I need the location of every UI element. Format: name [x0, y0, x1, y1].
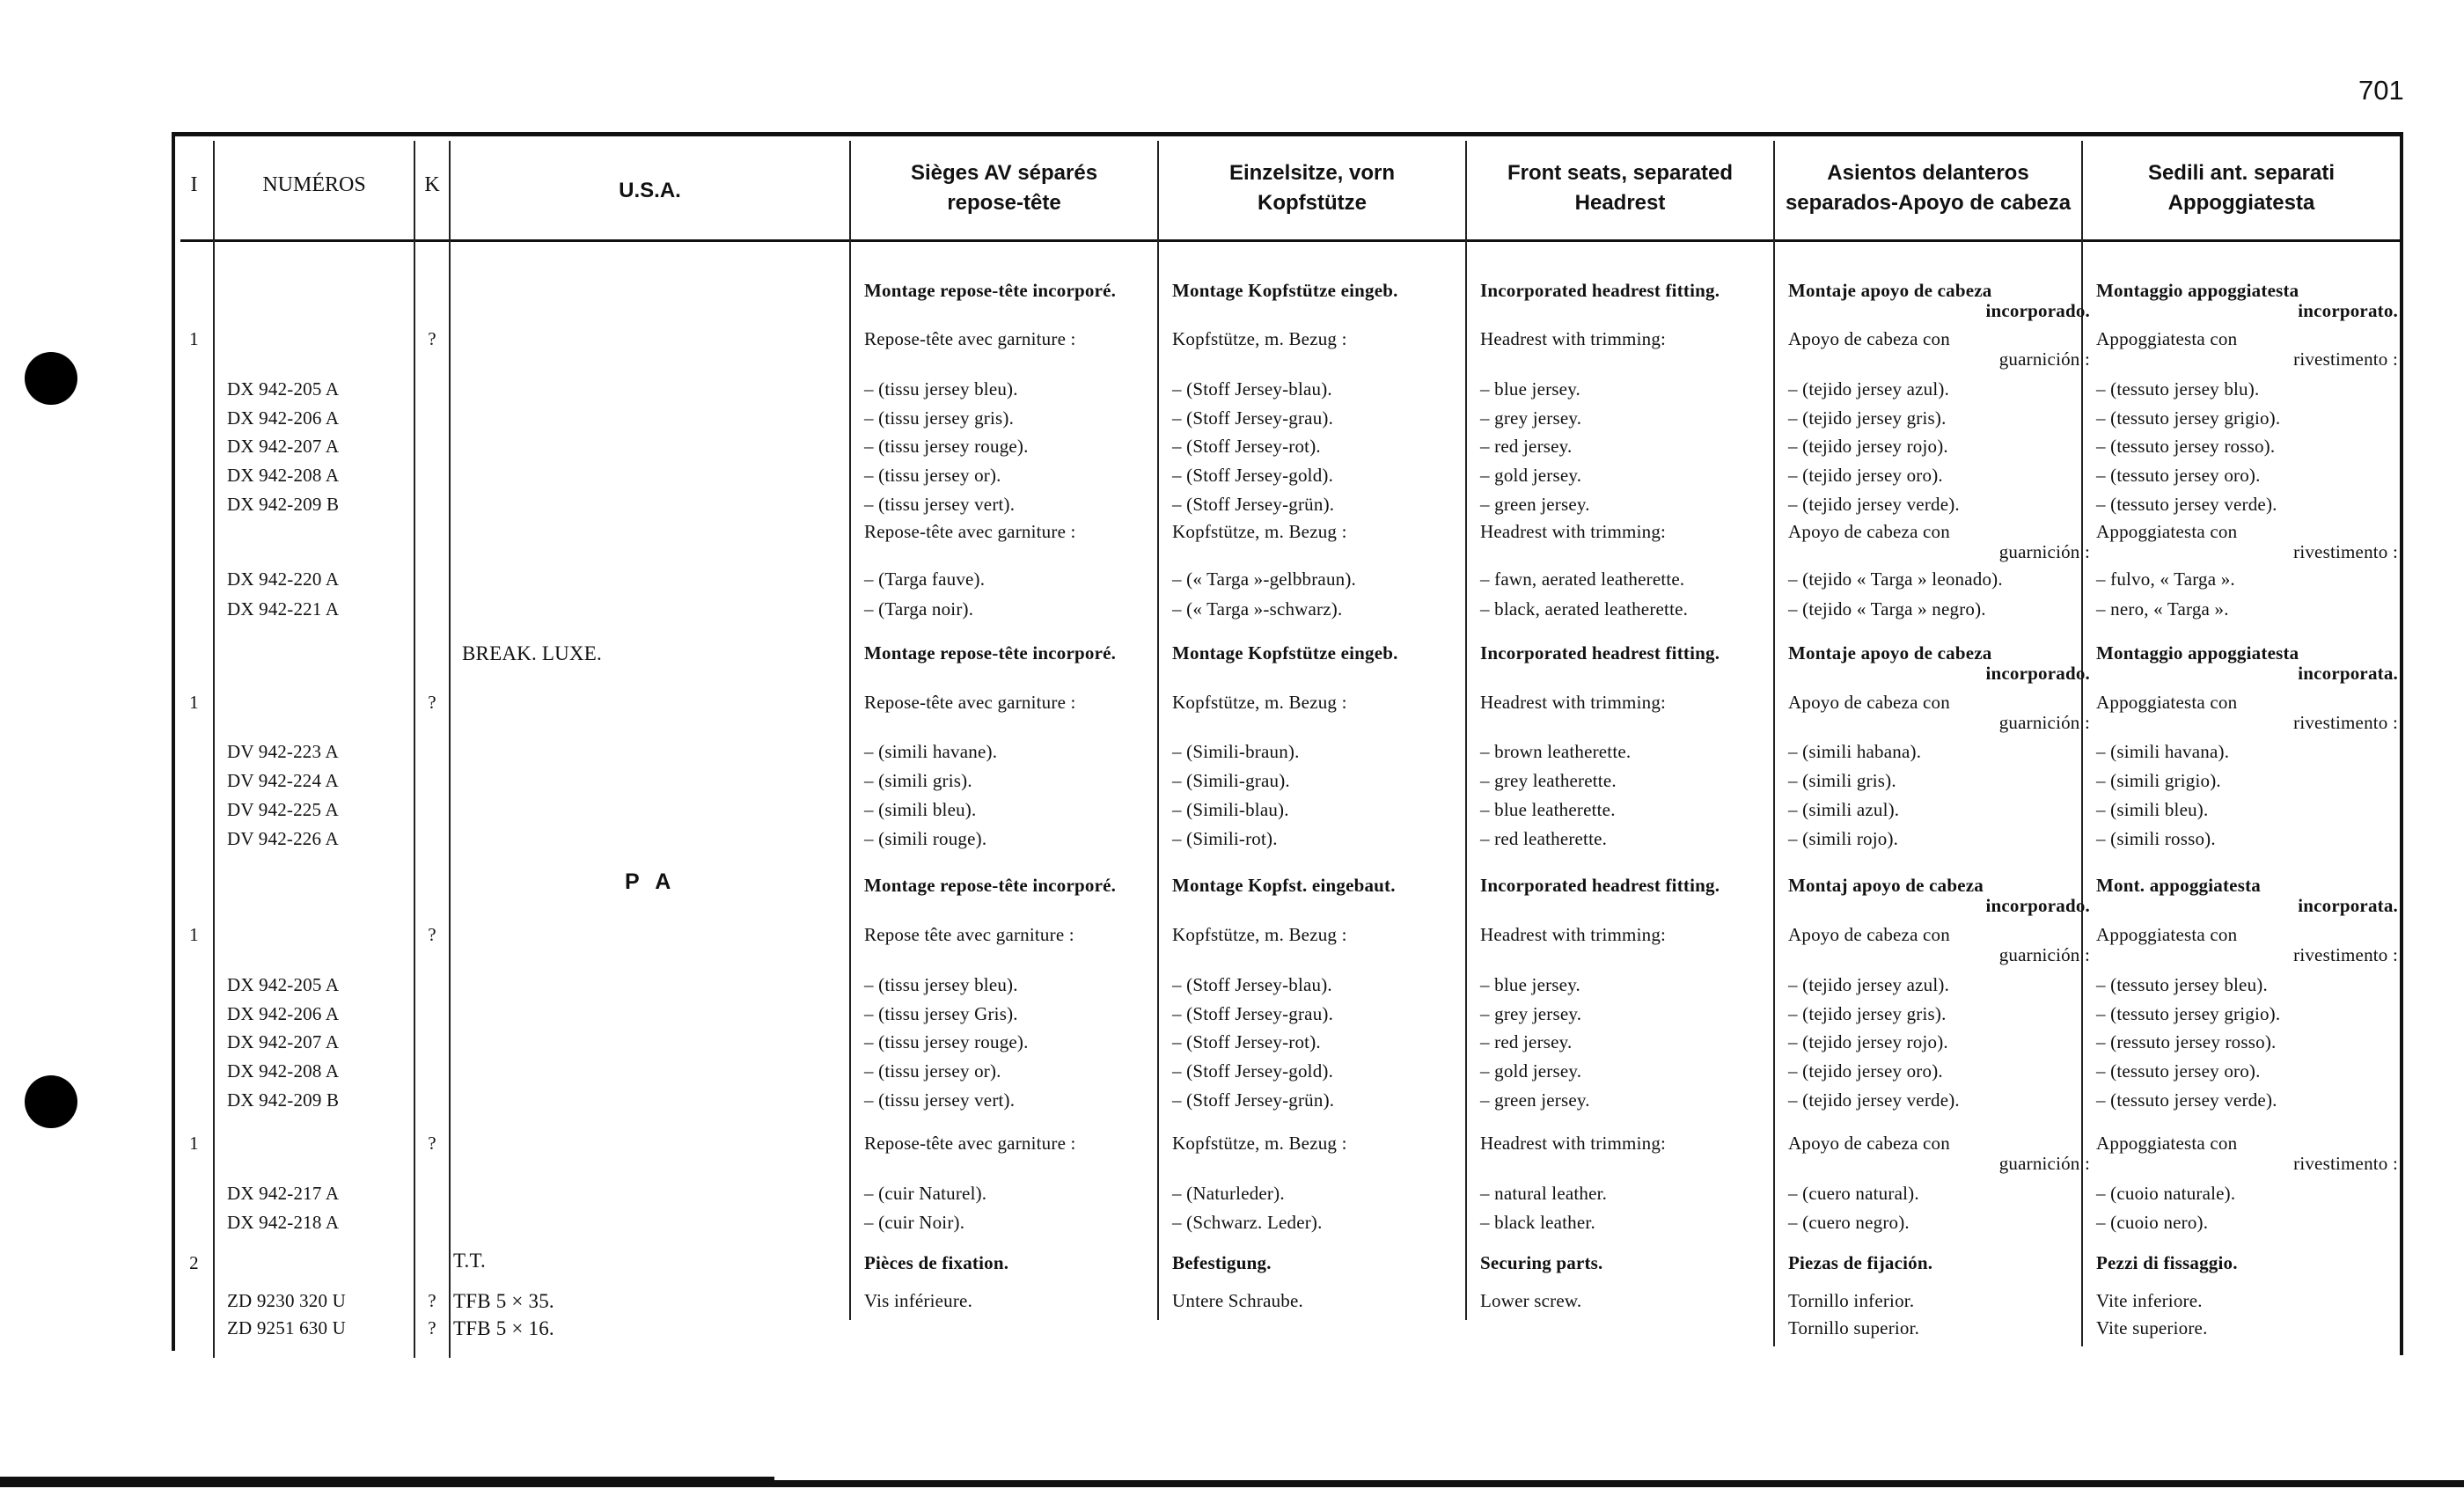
cell-en: – green jersey.	[1480, 494, 1590, 515]
cell-k: ?	[428, 328, 436, 349]
cell-num: DX 942-205 A	[227, 378, 340, 400]
cell-fr: – (cuir Naturel).	[864, 1183, 987, 1204]
cell-es: – (tejido jersey verde).	[1788, 1089, 1960, 1111]
cell-it: – nero, « Targa ».	[2096, 598, 2229, 620]
cell-en: Headrest with trimming:	[1480, 328, 1667, 349]
section-pa: P A	[625, 869, 677, 894]
header-col-es	[1775, 158, 2081, 218]
cell-k: ?	[428, 1317, 436, 1338]
cell-it: Appoggiatesta con	[2096, 692, 2238, 713]
cell-de: – (Simili-blau).	[1172, 799, 1289, 820]
cell-fr: – (Targa noir).	[864, 598, 974, 620]
cell-fr: Repose tête avec garniture :	[864, 924, 1074, 945]
cell-it: – (tessuto jersey grigio).	[2096, 1003, 2281, 1024]
cell-it: – (simili rosso).	[2096, 828, 2216, 849]
cell-usa: TFB 5 × 35.	[453, 1290, 554, 1312]
cell-es: Apoyo de cabeza con	[1788, 328, 1950, 349]
cell-en: Incorporated headrest fitting.	[1480, 280, 1720, 301]
cell-en: – grey jersey.	[1480, 407, 1582, 429]
cell-en: – blue jersey.	[1480, 378, 1580, 400]
cell-it-continuation: rivestimento :	[2293, 944, 2398, 965]
cell-fr: Pièces de fixation.	[864, 1252, 1009, 1273]
cell-it: – (tessuto jersey verde).	[2096, 494, 2277, 515]
cell-num: DX 942-206 A	[227, 1003, 340, 1024]
cell-es: – (simili azul).	[1788, 799, 1900, 820]
cell-es: – (tejido jersey gris).	[1788, 407, 1947, 429]
cell-it: – (ressuto jersey rosso).	[2096, 1031, 2277, 1052]
cell-es: – (tejido jersey azul).	[1788, 974, 1950, 995]
header-col-usa: U.S.A.	[619, 179, 681, 202]
header-col-k: K	[424, 173, 440, 196]
cell-es: Montaj apoyo de cabeza	[1788, 875, 1984, 896]
cell-it: – (simili grigio).	[2096, 770, 2221, 791]
cell-en: – natural leather.	[1480, 1183, 1608, 1204]
cell-es-continuation: guarnición :	[1998, 1153, 2090, 1174]
cell-it-continuation: incorporata.	[2298, 895, 2398, 916]
cell-es-continuation: guarnición :	[1998, 944, 2090, 965]
column-divider	[1465, 141, 1467, 1320]
cell-k: ?	[428, 1290, 436, 1311]
cell-it: – (tessuto jersey rosso).	[2096, 436, 2276, 457]
cell-es-continuation: incorporado.	[1985, 895, 2090, 916]
cell-es: – (tejido jersey rojo).	[1788, 1031, 1948, 1052]
cell-en: – black leather.	[1480, 1212, 1595, 1233]
cell-i: 1	[189, 328, 199, 349]
cell-en: Incorporated headrest fitting.	[1480, 642, 1720, 664]
cell-de: Montage Kopfstütze eingeb.	[1172, 642, 1398, 664]
cell-es: – (simili gris).	[1788, 770, 1896, 791]
header-fr-line-1: Sièges AV séparés	[910, 161, 1098, 185]
cell-num: DX 942-207 A	[227, 1031, 340, 1052]
cell-en: – blue leatherette.	[1480, 799, 1616, 820]
cell-es: – (cuero negro).	[1788, 1212, 1910, 1233]
cell-en: Securing parts.	[1480, 1252, 1603, 1273]
cell-es: Montaje apoyo de cabeza	[1788, 642, 1992, 664]
cell-es: – (tejido jersey oro).	[1788, 1060, 1943, 1082]
cell-fr: Montage repose-tête incorporé.	[864, 642, 1117, 664]
column-divider	[213, 141, 215, 1358]
cell-de: – (Stoff Jersey-gold).	[1172, 1060, 1334, 1082]
cell-num: ZD 9251 630 U	[227, 1317, 347, 1338]
cell-fr: – (simili rouge).	[864, 828, 987, 849]
cell-es-continuation: guarnición :	[1998, 712, 2090, 733]
cell-es-continuation: guarnición :	[1998, 541, 2090, 562]
cell-it: – (tessuto jersey grigio).	[2096, 407, 2281, 429]
cell-de: – (Stoff Jersey-grün).	[1172, 494, 1335, 515]
cell-fr: Montage repose-tête incorporé.	[864, 280, 1117, 301]
cell-es: Apoyo de cabeza con	[1788, 924, 1950, 945]
cell-de: – (Simili-grau).	[1172, 770, 1290, 791]
cell-num: DV 942-223 A	[227, 741, 339, 762]
cell-it: Appoggiatesta con	[2096, 521, 2238, 542]
cell-en: – green jersey.	[1480, 1089, 1590, 1111]
cell-de: – (Stoff Jersey-blau).	[1172, 974, 1332, 995]
cell-fr: Vis inférieure.	[864, 1290, 973, 1311]
header-es-line-2: separados-Apoyo de cabeza	[1785, 191, 2072, 215]
cell-fr: – (cuir Noir).	[864, 1212, 965, 1233]
cell-it-continuation: rivestimento :	[2293, 1153, 2398, 1174]
cell-es: – (tejido jersey oro).	[1788, 465, 1943, 486]
cell-en: – red jersey.	[1480, 1031, 1573, 1052]
header-col-fr	[851, 158, 1157, 218]
cell-es: Montaje apoyo de cabeza	[1788, 280, 1992, 301]
cell-i: 1	[189, 1133, 199, 1154]
header-es-line-1: Asientos delanteros	[1827, 161, 2029, 185]
cell-it: – (cuoio naturale).	[2096, 1183, 2236, 1204]
section-tt: T.T.	[453, 1250, 486, 1272]
cell-es: – (simili habana).	[1788, 741, 1922, 762]
cell-it: – (tessuto jersey oro).	[2096, 465, 2261, 486]
cell-k: ?	[428, 1133, 436, 1154]
cell-es-continuation: incorporado.	[1985, 300, 2090, 321]
cell-en: Incorporated headrest fitting.	[1480, 875, 1720, 896]
header-fr-line-2: repose-tête	[947, 191, 1061, 215]
cell-it: – (tessuto jersey bleu).	[2096, 974, 2268, 995]
cell-de: Kopfstütze, m. Bezug :	[1172, 924, 1347, 945]
cell-num: DV 942-225 A	[227, 799, 339, 820]
section-break-luxe: BREAK. LUXE.	[462, 642, 602, 664]
cell-es: Apoyo de cabeza con	[1788, 521, 1950, 542]
cell-fr: Repose-tête avec garniture :	[864, 328, 1076, 349]
header-col-i: I	[190, 173, 198, 196]
cell-it-continuation: rivestimento :	[2293, 541, 2398, 562]
cell-de: – (Simili-rot).	[1172, 828, 1278, 849]
cell-de: Montage Kopfst. eingebaut.	[1172, 875, 1396, 896]
cell-it: Appoggiatesta con	[2096, 328, 2238, 349]
cell-es: Apoyo de cabeza con	[1788, 692, 1950, 713]
cell-de: – (Stoff Jersey-grau).	[1172, 407, 1334, 429]
cell-it: – (simili bleu).	[2096, 799, 2209, 820]
header-col-it	[2083, 158, 2400, 218]
cell-en: – fawn, aerated leatherette.	[1480, 568, 1685, 590]
cell-fr: Montage repose-tête incorporé.	[864, 875, 1117, 896]
cell-es: – (tejido jersey azul).	[1788, 378, 1950, 400]
cell-it-continuation: rivestimento :	[2293, 348, 2398, 370]
cell-num: ZD 9230 320 U	[227, 1290, 347, 1311]
cell-de: Befestigung.	[1172, 1252, 1272, 1273]
cell-it: Appoggiatesta con	[2096, 924, 2238, 945]
cell-fr: – (tissu jersey rouge).	[864, 1031, 1029, 1052]
cell-num: DV 942-224 A	[227, 770, 339, 791]
cell-num: DX 942-209 B	[227, 494, 340, 515]
cell-es-continuation: incorporado.	[1985, 663, 2090, 684]
cell-en: Headrest with trimming:	[1480, 924, 1667, 945]
cell-en: – red jersey.	[1480, 436, 1573, 457]
header-en-line-1: Front seats, separated	[1507, 161, 1734, 185]
cell-num: DX 942-209 B	[227, 1089, 340, 1111]
header-de-line-1: Einzelsitze, vorn	[1228, 161, 1396, 185]
cell-es: Tornillo inferior.	[1788, 1290, 1915, 1311]
cell-de: Untere Schraube.	[1172, 1290, 1303, 1311]
cell-de: – (Stoff Jersey-grün).	[1172, 1089, 1335, 1111]
cell-it: Pezzi di fissaggio.	[2096, 1252, 2238, 1273]
cell-fr: – (simili havane).	[864, 741, 998, 762]
cell-fr: – (simili gris).	[864, 770, 972, 791]
cell-es: – (tejido « Targa » negro).	[1788, 598, 1986, 620]
cell-it: – (cuoio nero).	[2096, 1212, 2209, 1233]
cell-en: – grey jersey.	[1480, 1003, 1582, 1024]
cell-es: – (tejido jersey rojo).	[1788, 436, 1948, 457]
cell-fr: – (simili bleu).	[864, 799, 977, 820]
cell-it-continuation: incorporato.	[2298, 300, 2398, 321]
cell-es: – (tejido jersey gris).	[1788, 1003, 1947, 1024]
cell-fr: – (tissu jersey bleu).	[864, 378, 1018, 400]
cell-i: 2	[189, 1252, 199, 1273]
cell-it-continuation: rivestimento :	[2293, 712, 2398, 733]
cell-it: Vite inferiore.	[2096, 1290, 2203, 1311]
cell-num: DX 942-208 A	[227, 1060, 340, 1082]
cell-it-continuation: incorporata.	[2298, 663, 2398, 684]
header-it-line-2: Appoggiatesta	[2167, 191, 2315, 215]
cell-en: – black, aerated leatherette.	[1480, 598, 1689, 620]
header-col-en	[1467, 158, 1773, 218]
cell-it: Vite superiore.	[2096, 1317, 2208, 1338]
cell-de: – (Schwarz. Leder).	[1172, 1212, 1323, 1233]
cell-num: DX 942-208 A	[227, 465, 340, 486]
binder-hole-bottom	[25, 1075, 77, 1128]
table-top-border	[172, 132, 2402, 136]
cell-es: Tornillo superior.	[1788, 1317, 1920, 1338]
cell-fr: – (tissu jersey vert).	[864, 1089, 1016, 1111]
cell-de: – (Stoff Jersey-gold).	[1172, 465, 1334, 486]
cell-de: – (Stoff Jersey-rot).	[1172, 436, 1321, 457]
cell-fr: Repose-tête avec garniture :	[864, 692, 1076, 713]
cell-fr: – (tissu jersey or).	[864, 465, 1001, 486]
cell-de: – (Stoff Jersey-blau).	[1172, 378, 1332, 400]
cell-fr: Repose-tête avec garniture :	[864, 1133, 1076, 1154]
cell-es-continuation: guarnición :	[1998, 348, 2090, 370]
cell-fr: Repose-tête avec garniture :	[864, 521, 1076, 542]
cell-de: Kopfstütze, m. Bezug :	[1172, 328, 1347, 349]
cell-it: – (simili havana).	[2096, 741, 2230, 762]
cell-en: Headrest with trimming:	[1480, 692, 1667, 713]
cell-it: Mont. appoggiatesta	[2096, 875, 2261, 896]
cell-it: – (tessuto jersey oro).	[2096, 1060, 2261, 1082]
cell-en: – red leatherette.	[1480, 828, 1608, 849]
cell-de: – (« Targa »-gelbbraun).	[1172, 568, 1356, 590]
cell-it: – (tessuto jersey verde).	[2096, 1089, 2277, 1111]
header-de-line-2: Kopfstütze	[1258, 191, 1367, 215]
header-col-de	[1159, 158, 1465, 218]
cell-es: – (cuero natural).	[1788, 1183, 1919, 1204]
cell-es: – (simili rojo).	[1788, 828, 1899, 849]
cell-es: Piezas de fijación.	[1788, 1252, 1933, 1273]
cell-en: – gold jersey.	[1480, 465, 1582, 486]
binder-hole-top	[25, 352, 77, 405]
cell-num: DX 942-206 A	[227, 407, 340, 429]
header-col-numeros: NUMÉROS	[262, 173, 366, 196]
cell-num: DX 942-207 A	[227, 436, 340, 457]
cell-num: DX 942-221 A	[227, 598, 340, 620]
cell-i: 1	[189, 924, 199, 945]
cell-en: – brown leatherette.	[1480, 741, 1632, 762]
cell-it: Appoggiatesta con	[2096, 1133, 2238, 1154]
cell-en: Headrest with trimming:	[1480, 521, 1667, 542]
table-right-border	[2400, 132, 2403, 1355]
column-divider	[1157, 141, 1159, 1320]
cell-fr: – (tissu jersey bleu).	[864, 974, 1018, 995]
cell-k: ?	[428, 692, 436, 713]
cell-fr: – (tissu jersey vert).	[864, 494, 1016, 515]
column-divider	[449, 141, 451, 1358]
header-en-line-2: Headrest	[1574, 191, 1666, 215]
cell-fr: – (tissu jersey or).	[864, 1060, 1001, 1082]
cell-de: – (Naturleder).	[1172, 1183, 1285, 1204]
cell-k: ?	[428, 924, 436, 945]
cell-num: DX 942-217 A	[227, 1183, 340, 1204]
cell-it: Montaggio appoggiatesta	[2096, 642, 2299, 664]
cell-es: – (tejido jersey verde).	[1788, 494, 1960, 515]
cell-num: DX 942-205 A	[227, 974, 340, 995]
cell-it: Montaggio appoggiatesta	[2096, 280, 2299, 301]
cell-de: Kopfstütze, m. Bezug :	[1172, 1133, 1347, 1154]
cell-de: – (Stoff Jersey-rot).	[1172, 1031, 1321, 1052]
header-it-line-1: Sedili ant. separati	[2147, 161, 2336, 185]
cell-num: DX 942-220 A	[227, 568, 340, 590]
cell-en: Lower screw.	[1480, 1290, 1582, 1311]
cell-it: – (tessuto jersey blu).	[2096, 378, 2260, 400]
cell-de: Kopfstütze, m. Bezug :	[1172, 692, 1347, 713]
column-divider	[1773, 141, 1775, 1346]
cell-fr: – (tissu jersey gris).	[864, 407, 1015, 429]
cell-num: DV 942-226 A	[227, 828, 339, 849]
cell-de: – (Stoff Jersey-grau).	[1172, 1003, 1334, 1024]
bottom-rule	[0, 1480, 2464, 1487]
cell-de: Montage Kopfstütze eingeb.	[1172, 280, 1398, 301]
cell-fr: – (Targa fauve).	[864, 568, 986, 590]
cell-en: – gold jersey.	[1480, 1060, 1582, 1082]
cell-en: Headrest with trimming:	[1480, 1133, 1667, 1154]
table-left-border	[172, 132, 175, 1351]
cell-fr: – (tissu jersey Gris).	[864, 1003, 1018, 1024]
cell-usa: TFB 5 × 16.	[453, 1317, 554, 1339]
cell-i: 1	[189, 692, 199, 713]
cell-num: DX 942-218 A	[227, 1212, 340, 1233]
cell-en: – grey leatherette.	[1480, 770, 1617, 791]
header-divider	[180, 239, 2400, 242]
cell-es: Apoyo de cabeza con	[1788, 1133, 1950, 1154]
page-number: 701	[2358, 75, 2404, 106]
cell-it: – fulvo, « Targa ».	[2096, 568, 2235, 590]
column-divider	[849, 141, 851, 1320]
cell-fr: – (tissu jersey rouge).	[864, 436, 1029, 457]
cell-de: – (Simili-braun).	[1172, 741, 1300, 762]
cell-en: – blue jersey.	[1480, 974, 1580, 995]
cell-es: – (tejido « Targa » leonado).	[1788, 568, 2003, 590]
cell-de: Kopfstütze, m. Bezug :	[1172, 521, 1347, 542]
cell-de: – (« Targa »-schwarz).	[1172, 598, 1343, 620]
column-divider	[414, 141, 415, 1358]
